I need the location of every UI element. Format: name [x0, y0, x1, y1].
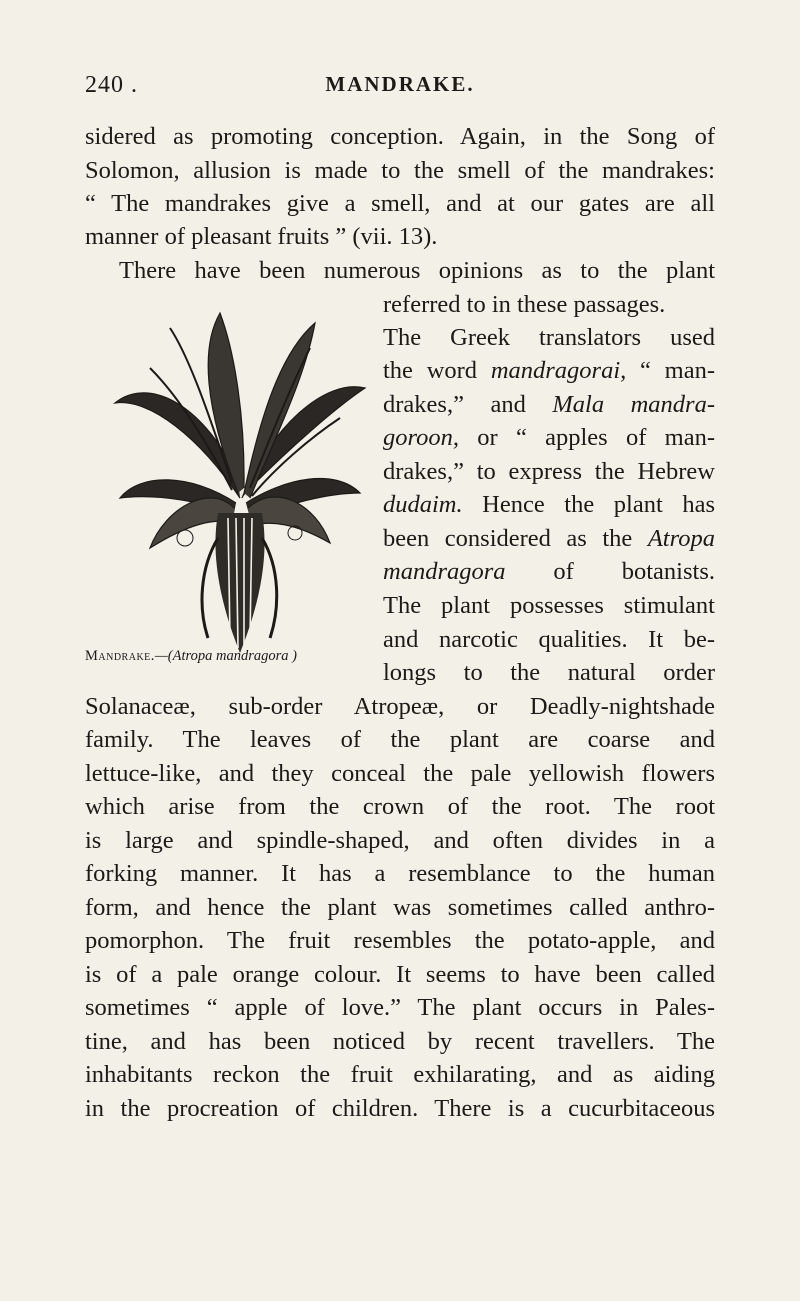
- text-line: is large and spindle-shaped, and often divides in a: [85, 827, 715, 854]
- text-line: sometimes “ apple of love.” The plant occurs in Pales-: [85, 994, 715, 1021]
- text-line: dudaim. Hence the plant has: [383, 491, 715, 518]
- text-line: which arise from the crown of the root. The root: [85, 793, 715, 820]
- text-line: is of a pale orange colour. It seems to have been called: [85, 961, 715, 988]
- text-line: pomorphon. The fruit resembles the potato-apple, and: [85, 927, 715, 954]
- page-number: 240 .: [85, 72, 138, 98]
- text-line: the word mandragorai, “ man-: [383, 357, 715, 384]
- text-line: form, and hence the plant was sometimes called anthro-: [85, 894, 715, 921]
- text-line: referred to in these passages.: [383, 291, 666, 318]
- text-line: There have been numerous opinions as to the plant: [119, 257, 715, 284]
- text-line: drakes,” to express the Hebrew: [383, 458, 715, 485]
- text-line: Solanaceæ, sub-order Atropeæ, or Deadly-nightshade: [85, 693, 715, 720]
- text-line: The Greek translators used: [383, 324, 715, 351]
- caption-prefix: Mandrake.: [85, 648, 155, 664]
- text-line: drakes,” and Mala mandra-: [383, 391, 715, 418]
- text-line: been considered as the Atropa: [383, 525, 715, 552]
- text-line: mandragora of botanists.: [383, 558, 715, 585]
- page-title: MANDRAKE.: [325, 72, 475, 96]
- text-line: family. The leaves of the plant are coarse and: [85, 726, 715, 753]
- text-line: in the procreation of children. There is a cucurbitaceous: [85, 1095, 715, 1122]
- figure-caption: [85, 648, 385, 665]
- text-line: goroon, or “ apples of man-: [383, 424, 715, 451]
- text-line: longs to the natural order: [383, 659, 715, 686]
- text-line: Solomon, allusion is made to the smell of the mandrakes:: [85, 157, 715, 184]
- mandrake-illustration: [110, 308, 370, 658]
- text-line: manner of pleasant fruits ” (vii. 13).: [85, 223, 438, 250]
- text-line: inhabitants reckon the fruit exhilarating, and as aiding: [85, 1061, 715, 1088]
- text-line: “ The mandrakes give a smell, and at our gates are all: [85, 190, 715, 217]
- text-line: tine, and has been noticed by recent travellers. The: [85, 1028, 715, 1055]
- text-line: and narcotic qualities. It be-: [383, 626, 715, 653]
- text-line: forking manner. It has a resemblance to the human: [85, 860, 715, 887]
- running-header: [85, 72, 715, 112]
- text-line: sidered as promoting conception. Again, in the Song of: [85, 123, 715, 150]
- caption-text: —(Atropa mandragora ): [154, 648, 297, 664]
- text-line: lettuce-like, and they conceal the pale yellowish flowers: [85, 760, 715, 787]
- text-line: The plant possesses stimulant: [383, 592, 715, 619]
